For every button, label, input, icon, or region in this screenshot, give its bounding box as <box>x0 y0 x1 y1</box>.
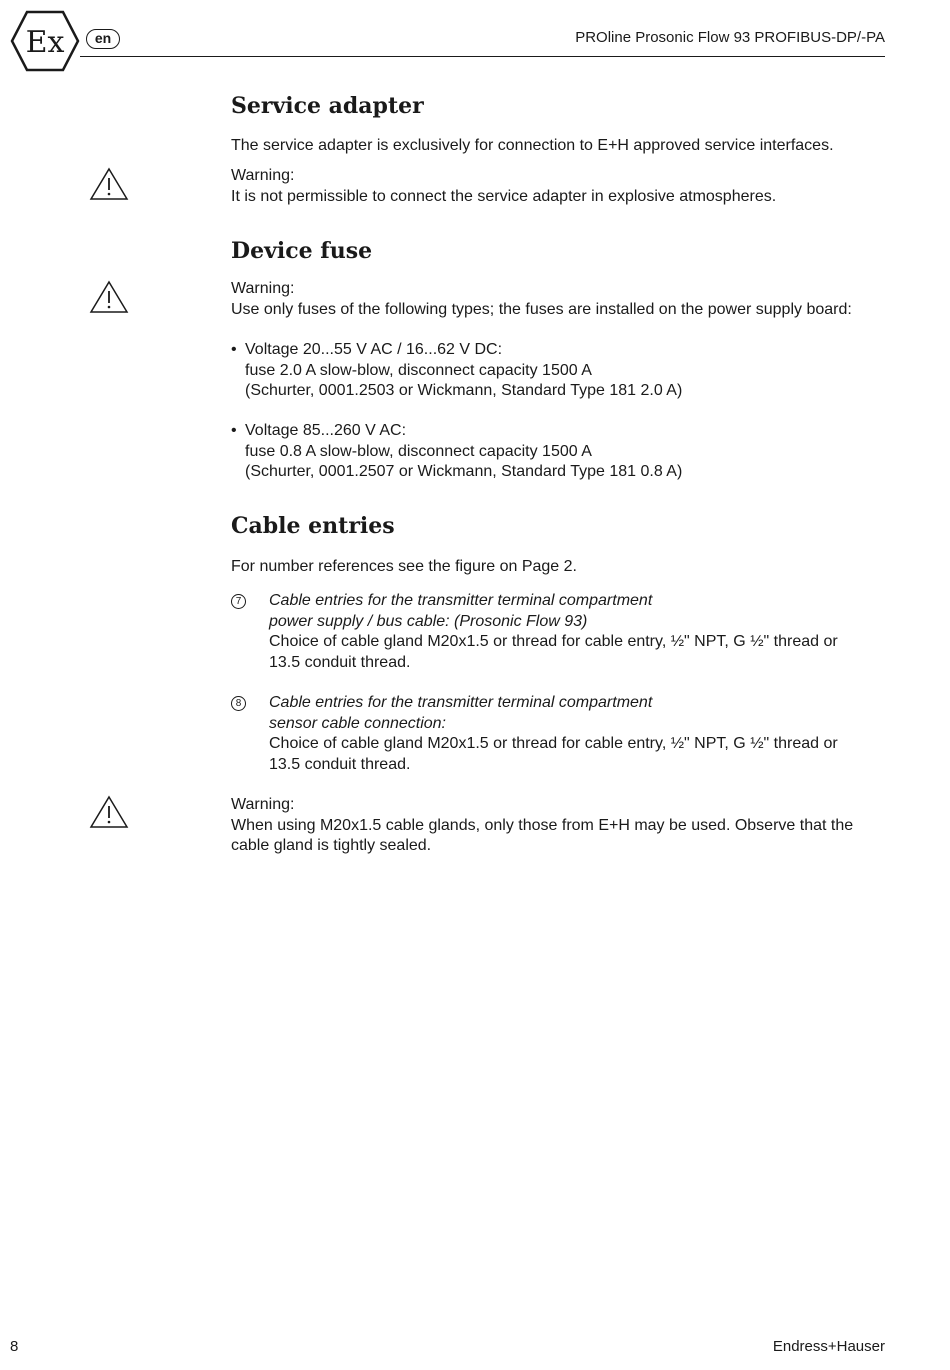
device-fuse-warning <box>231 279 891 320</box>
fuse-spec-line: Voltage 85...260 V AC: <box>245 422 407 439</box>
warning-text: Use only fuses of the following types; the fuses are installed on the power supply board: <box>231 300 852 318</box>
cable-entries-warning <box>231 795 891 857</box>
item-number-badge: 8 <box>231 696 246 711</box>
cable-entry-heading: power supply / bus cable: (Prosonic Flow 93) <box>269 612 588 630</box>
cable-entry-description: Choice of cable gland M20x1.5 or thread for cable entry, ½" NPT, G ½" thread or <box>269 633 838 650</box>
brand-name: Endress+Hauser <box>772 1338 885 1355</box>
warning-label: Warning: <box>231 167 295 184</box>
header-divider <box>80 56 885 57</box>
warning-label: Warning: <box>231 796 295 813</box>
page-number: 8 <box>10 1338 19 1355</box>
section-title-device-fuse: Device fuse <box>231 238 373 264</box>
cable-entry-item <box>269 693 889 775</box>
section-title-cable-entries: Cable entries <box>231 513 395 539</box>
section-title-service-adapter: Service adapter <box>231 93 424 119</box>
cable-entry-heading: sensor cable connection: <box>269 714 446 732</box>
cable-entry-heading: Cable entries for the transmitter terminal compartment <box>269 694 653 711</box>
fuse-spec-line: fuse 2.0 A slow-blow, disconnect capacity 1500 A <box>245 361 592 379</box>
cable-entry-description: 13.5 conduit thread. <box>269 653 411 671</box>
warning-label: Warning: <box>231 280 295 297</box>
cable-entries-intro: For number references see the figure on Page 2. <box>231 558 577 575</box>
cable-entry-description: Choice of cable gland M20x1.5 or thread for cable entry, ½" NPT, G ½" thread or <box>269 735 838 752</box>
cable-entry-heading: Cable entries for the transmitter terminal compartment <box>269 592 653 609</box>
cable-entry-item <box>269 591 889 673</box>
document-title: PROline Prosonic Flow 93 PROFIBUS-DP/-PA <box>575 29 885 46</box>
warning-icon <box>89 795 129 829</box>
item-number-badge: 7 <box>231 594 246 609</box>
fuse-spec-line: Voltage 20...55 V AC / 16...62 V DC: <box>245 341 503 358</box>
cable-entry-description: 13.5 conduit thread. <box>269 755 411 773</box>
fuse-spec-line: (Schurter, 0001.2503 or Wickmann, Standard Type 181 2.0 A) <box>245 382 683 399</box>
fuse-spec-item <box>245 340 885 402</box>
warning-text: It is not permissible to connect the service adapter in explosive atmospheres. <box>231 187 777 205</box>
warning-text: When using M20x1.5 cable glands, only those from E+H may be used. Observe that the <box>231 816 854 834</box>
fuse-spec-item <box>245 421 885 483</box>
bullet-marker: • <box>231 341 237 358</box>
fuse-spec-line: (Schurter, 0001.2507 or Wickmann, Standard Type 181 0.8 A) <box>245 463 683 480</box>
service-adapter-warning <box>231 166 891 207</box>
warning-text: cable gland is tightly sealed. <box>231 837 432 854</box>
language-badge: en <box>86 29 120 49</box>
warning-icon <box>89 280 129 314</box>
fuse-spec-line: fuse 0.8 A slow-blow, disconnect capacity 1500 A <box>245 442 592 460</box>
warning-icon <box>89 167 129 201</box>
ex-logo-text: Ex <box>25 25 65 60</box>
bullet-marker: • <box>231 422 237 439</box>
service-adapter-intro: The service adapter is exclusively for connection to E+H approved service interfaces. <box>231 137 834 154</box>
ex-logo <box>10 10 80 72</box>
